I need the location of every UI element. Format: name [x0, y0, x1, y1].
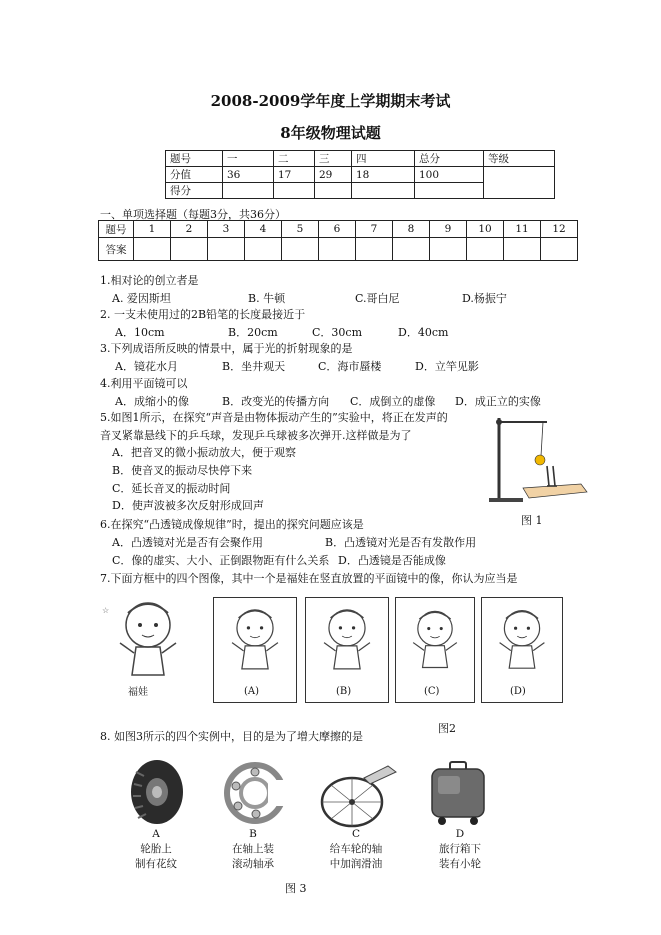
answer-cell [319, 238, 356, 261]
q4-option-d: D．成正立的实像 [455, 395, 541, 408]
figure3-label: 图 3 [285, 882, 307, 895]
figure3-item-b [213, 827, 293, 872]
score-cell [352, 183, 415, 199]
answer-label: 答案 [99, 238, 134, 261]
question-6: 6.在探究“凸透镜成像规律”时，提出的探究问题应该是 [100, 518, 364, 531]
q4-option-c: C．成倒立的虚像 [350, 395, 436, 408]
q6-option-a: A．凸透镜对光是否有会聚作用 [112, 536, 263, 549]
score-cell: 17 [274, 167, 315, 183]
tire-icon [128, 758, 186, 826]
figure2-option-b-frame [305, 597, 389, 703]
q4-option-b: B．改变光的传播方向 [222, 395, 330, 408]
exam-subtitle: 8年级物理试题 [280, 124, 381, 142]
answer-number: 6 [319, 221, 356, 238]
option-c-caption: (C) [424, 686, 440, 697]
fork-prong [553, 466, 555, 486]
item-b-line1: 在轴上装 [232, 843, 274, 855]
answer-cell [134, 238, 171, 261]
answer-number: 9 [430, 221, 467, 238]
score-table [165, 150, 555, 199]
score-cell: 二 [274, 151, 315, 167]
score-cell: 得分 [166, 183, 223, 199]
fuwa-icon [98, 595, 198, 687]
figure3-item-a [116, 827, 196, 872]
item-d-letter: D [455, 828, 465, 840]
answer-cell [541, 238, 578, 261]
answer-cell [504, 238, 541, 261]
ping-pong-ball [535, 455, 545, 465]
item-a-line1: 轮胎上 [140, 843, 172, 855]
q2-option-c: C．30cm [312, 326, 363, 339]
item-b-letter: B [249, 828, 257, 840]
question-7: 7.下面方框中的四个图像，其中一个是福娃在竖直放置的平面镜中的像，你认为应当是 [100, 572, 518, 585]
figure2-option-c-frame [395, 597, 475, 703]
exam-title: 2008-2009学年度上学期期末考试 [210, 92, 451, 110]
score-cell: 总分 [415, 151, 484, 167]
answer-number: 1 [134, 221, 171, 238]
question-4: 4.利用平面镜可以 [100, 377, 188, 390]
q1-option-c: C.哥白尼 [355, 292, 400, 305]
q3-option-d: D．立竿见影 [415, 360, 479, 373]
question-5-line1: 5.如图1所示，在探究“声音是由物体振动产生的”实验中，将正在发声的 [100, 411, 448, 424]
answer-number: 2 [171, 221, 208, 238]
figure2-option-d-frame [481, 597, 563, 703]
option-a-caption: (A) [244, 686, 260, 697]
q2-option-b: B．20cm [228, 326, 278, 339]
q1-option-d: D.杨振宁 [462, 292, 507, 305]
suitcase-icon [428, 760, 488, 826]
answer-cell [430, 238, 467, 261]
q3-option-c: C．海市蜃楼 [318, 360, 382, 373]
fuwa-caption: 福娃 [128, 687, 148, 698]
answer-cell [245, 238, 282, 261]
q6-option-b: B．凸透镜对光是否有发散作用 [325, 536, 477, 549]
grade-cell [484, 167, 555, 199]
item-c-line2: 中加润滑油 [329, 858, 383, 870]
score-cell: 四 [352, 151, 415, 167]
q5-option-c: C．延长音叉的振动时间 [112, 482, 231, 495]
figure3-item-d [420, 827, 500, 872]
fork-prong [547, 466, 549, 486]
svg-text:☆: ☆ [102, 606, 110, 615]
score-cell: 三 [315, 151, 352, 167]
figure1-label: 图 1 [521, 514, 543, 527]
item-a-letter: A [152, 828, 160, 840]
item-d-line2: 装有小轮 [439, 858, 481, 870]
q3-option-b: B．坐井观天 [222, 360, 286, 373]
score-cell [315, 183, 352, 199]
item-d-line1: 旅行箱下 [439, 843, 481, 855]
answer-cell [393, 238, 430, 261]
answer-header-label: 题号 [99, 221, 134, 238]
answer-number: 3 [208, 221, 245, 238]
q3-option-a: A．镜花水月 [115, 360, 178, 373]
q5-option-b: B．使音叉的振动尽快停下来 [112, 464, 253, 477]
question-5-line2: 音叉紧靠悬线下的乒乓球，发现乒乓球被多次弹开.这样做是为了 [100, 429, 412, 442]
section-heading: 一、单项选择题（每题3分，共36分） [100, 208, 286, 221]
question-3: 3.下列成语所反映的情景中，属于光的折射现象的是 [100, 342, 353, 355]
score-cell [415, 183, 484, 199]
item-c-line1: 给车轮的轴 [329, 843, 383, 855]
score-cell: 100 [415, 167, 484, 183]
item-c-letter: C [351, 828, 361, 840]
fuwa-icon [396, 598, 474, 684]
answer-number: 7 [356, 221, 393, 238]
score-cell [274, 183, 315, 199]
answer-number: 11 [504, 221, 541, 238]
q2-option-d: D．40cm [398, 326, 449, 339]
question-1: 1.相对论的创立者是 [100, 274, 199, 287]
q6-option-d: D．凸透镜是否能成像 [338, 554, 446, 567]
answer-table [98, 220, 578, 261]
figure3-item-c [316, 827, 396, 872]
figure2-label: 图2 [438, 722, 456, 735]
stand-clamp [496, 419, 502, 425]
q1-option-a: A. 爱因斯坦 [112, 292, 171, 305]
answer-cell [208, 238, 245, 261]
stand-base [489, 498, 523, 502]
q5-option-d: D．使声波被多次反射形成回声 [112, 499, 264, 512]
figure2-fuwa-original [98, 595, 198, 700]
figure2-option-a-frame [213, 597, 297, 703]
answer-cell [467, 238, 504, 261]
q6-option-c: C．像的虚实、大小、正倒跟物距有什么关系 [112, 554, 330, 567]
answer-cell [171, 238, 208, 261]
score-cell: 36 [223, 167, 274, 183]
answer-number: 12 [541, 221, 578, 238]
q1-option-b: B. 牛顿 [248, 292, 286, 305]
fuwa-icon [482, 598, 562, 684]
score-cell [223, 183, 274, 199]
score-cell: 题号 [166, 151, 223, 167]
answer-cell [356, 238, 393, 261]
score-cell: 一 [223, 151, 274, 167]
suspension-thread [541, 422, 543, 456]
bearing-icon [224, 762, 286, 824]
fuwa-icon [214, 598, 296, 684]
fuwa-icon [306, 598, 388, 684]
answer-cell [282, 238, 319, 261]
option-d-caption: (D) [510, 686, 526, 697]
item-b-line2: 滚动轴承 [232, 858, 274, 870]
bicycle-wheel-oiling-icon [318, 762, 400, 830]
score-cell: 等级 [484, 151, 555, 167]
q4-option-a: A．成缩小的像 [115, 395, 189, 408]
score-cell: 29 [315, 167, 352, 183]
score-cell: 18 [352, 167, 415, 183]
q5-option-a: A．把音叉的微小振动放大，便于观察 [112, 446, 296, 459]
question-8: 8. 如图3所示的四个实例中，目的是为了增大摩擦的是 [100, 730, 363, 743]
question-2: 2. 一支未使用过的2B铅笔的长度最接近于 [100, 308, 306, 321]
score-cell: 分值 [166, 167, 223, 183]
figure1-tuning-fork-apparatus [485, 410, 595, 510]
answer-number: 5 [282, 221, 319, 238]
answer-number: 8 [393, 221, 430, 238]
option-b-caption: (B) [336, 686, 352, 697]
item-a-line2: 制有花纹 [135, 858, 177, 870]
answer-number: 10 [467, 221, 504, 238]
q2-option-a: A．10cm [115, 326, 165, 339]
answer-number: 4 [245, 221, 282, 238]
